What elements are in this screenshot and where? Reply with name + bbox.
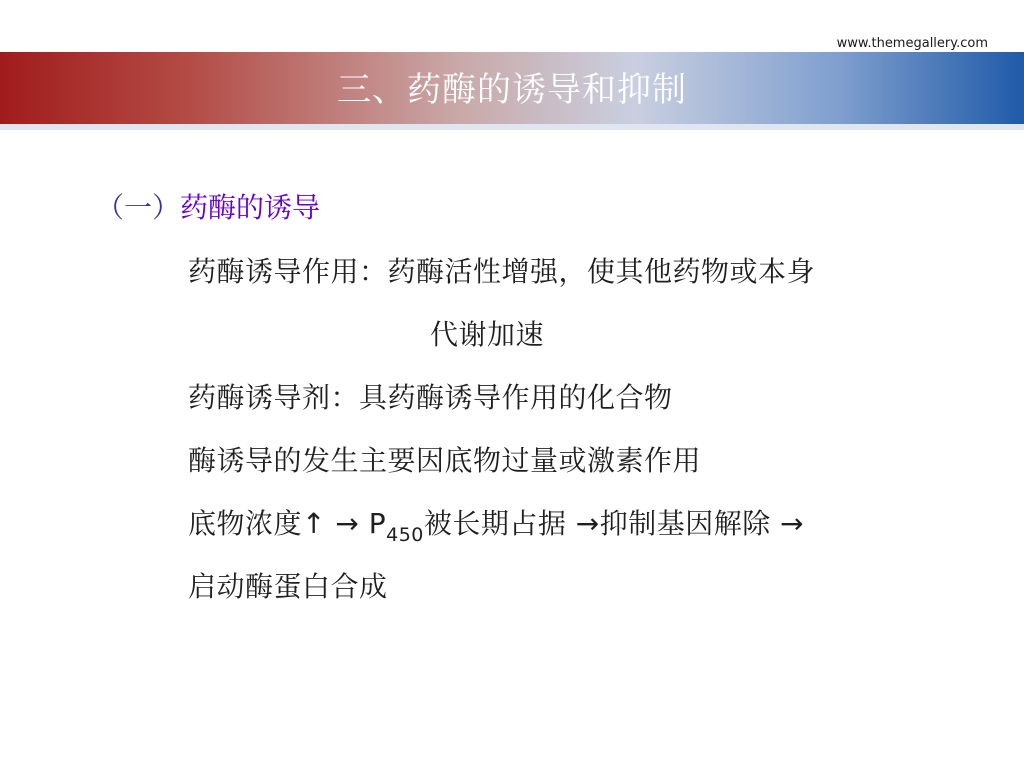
mechanism-part-1: 底物浓度↑ → P xyxy=(188,507,387,540)
inducer-line: 药酶诱导剂：具药酶诱导作用的化合物 xyxy=(188,381,673,414)
section-number: （一） xyxy=(96,191,181,224)
mechanism-part-2: 被长期占据 →抑制基因解除 → xyxy=(423,507,805,540)
site-url: www.themegallery.com xyxy=(836,36,988,51)
p450-subscript: 450 xyxy=(386,524,424,546)
definition-line: 药酶诱导作用：药酶活性增强，使其他药物或本身 xyxy=(188,255,816,288)
section-heading xyxy=(96,186,320,226)
section-label: 药酶的诱导 xyxy=(180,191,321,224)
slide-title: 三、药酶的诱导和抑制 xyxy=(337,70,687,110)
mechanism-line xyxy=(188,502,804,546)
synthesis-line: 启动酶蛋白合成 xyxy=(188,570,388,603)
definition-line-continued: 代谢加速 xyxy=(430,318,545,351)
cause-line: 酶诱导的发生主要因底物过量或激素作用 xyxy=(188,444,702,477)
